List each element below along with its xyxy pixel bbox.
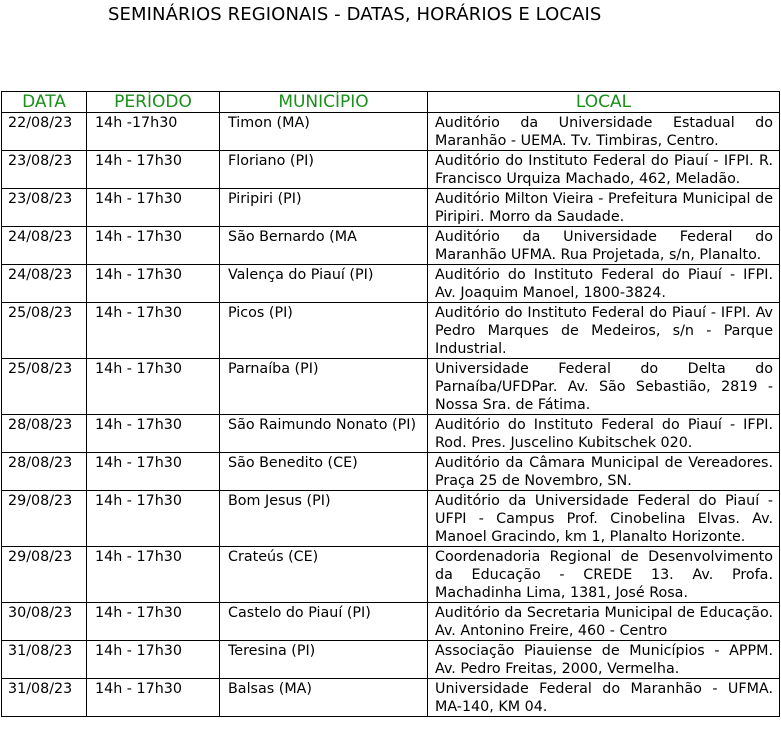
cell-date: 23/08/23 — [2, 151, 87, 189]
cell-municipality: São Raimundo Nonato (PI) — [220, 415, 428, 453]
table-header-row — [2, 92, 780, 113]
cell-municipality: Bom Jesus (PI) — [220, 491, 428, 547]
cell-local: Universidade Federal do Delta do Parnaíba/UFDPar. Av. São Sebastião, 2819 - Nossa Sra. de Fátima. — [428, 359, 780, 415]
table-row — [2, 151, 780, 189]
cell-date: 23/08/23 — [2, 189, 87, 227]
cell-local: Auditório da Universidade Estadual do Maranhão - UEMA. Tv. Timbiras, Centro. — [428, 113, 780, 151]
cell-period: 14h - 17h30 — [87, 189, 220, 227]
cell-date: 29/08/23 — [2, 491, 87, 547]
cell-municipality: Piripiri (PI) — [220, 189, 428, 227]
cell-municipality: Valença do Piauí (PI) — [220, 265, 428, 303]
cell-period: 14h - 17h30 — [87, 453, 220, 491]
cell-date: 31/08/23 — [2, 641, 87, 679]
header-period: PERÍODO — [87, 92, 220, 113]
cell-date: 29/08/23 — [2, 547, 87, 603]
cell-municipality: Crateús (CE) — [220, 547, 428, 603]
cell-period: 14h - 17h30 — [87, 415, 220, 453]
cell-period: 14h - 17h30 — [87, 679, 220, 717]
cell-municipality: São Benedito (CE) — [220, 453, 428, 491]
cell-date: 31/08/23 — [2, 679, 87, 717]
cell-period: 14h - 17h30 — [87, 265, 220, 303]
table-row — [2, 547, 780, 603]
table-row — [2, 603, 780, 641]
cell-municipality: Parnaíba (PI) — [220, 359, 428, 415]
cell-local: Auditório Milton Vieira - Prefeitura Municipal de Piripiri. Morro da Saudade. — [428, 189, 780, 227]
cell-municipality: São Bernardo (MA — [220, 227, 428, 265]
table-row — [2, 491, 780, 547]
table-row — [2, 113, 780, 151]
cell-period: 14h - 17h30 — [87, 547, 220, 603]
cell-local: Auditório da Câmara Municipal de Vereadores. Praça 25 de Novembro, SN. — [428, 453, 780, 491]
cell-municipality: Balsas (MA) — [220, 679, 428, 717]
cell-period: 14h - 17h30 — [87, 491, 220, 547]
table-row — [2, 265, 780, 303]
table-row — [2, 189, 780, 227]
cell-local: Auditório do Instituto Federal do Piauí - IFPI. Rod. Pres. Juscelino Kubitschek 020. — [428, 415, 780, 453]
table-row — [2, 227, 780, 265]
cell-period: 14h - 17h30 — [87, 641, 220, 679]
cell-date: 22/08/23 — [2, 113, 87, 151]
cell-local: Coordenadoria Regional de Desenvolvimento da Educação - CREDE 13. Av. Profa. Machadinha Lima, 1381, José Rosa. — [428, 547, 780, 603]
table-row — [2, 679, 780, 717]
cell-local: Auditório do Instituto Federal do Piauí - IFPI. Av Pedro Marques de Medeiros, s/n - Parque Industrial. — [428, 303, 780, 359]
cell-municipality: Picos (PI) — [220, 303, 428, 359]
cell-local: Universidade Federal do Maranhão - UFMA. MA-140, KM 04. — [428, 679, 780, 717]
cell-period: 14h - 17h30 — [87, 227, 220, 265]
cell-local: Associação Piauiense de Municípios - APPM. Av. Pedro Freitas, 2000, Vermelha. — [428, 641, 780, 679]
page-title: SEMINÁRIOS REGIONAIS - DATAS, HORÁRIOS E LOCAIS — [108, 4, 602, 25]
header-municipality: MUNICÍPIO — [220, 92, 428, 113]
cell-municipality: Timon (MA) — [220, 113, 428, 151]
cell-period: 14h -17h30 — [87, 113, 220, 151]
cell-date: 28/08/23 — [2, 453, 87, 491]
table-row — [2, 453, 780, 491]
cell-municipality: Floriano (PI) — [220, 151, 428, 189]
cell-period: 14h - 17h30 — [87, 151, 220, 189]
table-row — [2, 415, 780, 453]
cell-date: 28/08/23 — [2, 415, 87, 453]
cell-date: 24/08/23 — [2, 227, 87, 265]
cell-local: Auditório da Universidade Federal do Maranhão UFMA. Rua Projetada, s/n, Planalto. — [428, 227, 780, 265]
seminars-table — [1, 91, 780, 717]
cell-local: Auditório da Universidade Federal do Piauí - UFPI - Campus Prof. Cinobelina Elvas. Av. Manoel Gracindo, km 1, Planalto Horizonte. — [428, 491, 780, 547]
cell-period: 14h - 17h30 — [87, 303, 220, 359]
cell-date: 25/08/23 — [2, 303, 87, 359]
cell-date: 24/08/23 — [2, 265, 87, 303]
header-date: DATA — [2, 92, 87, 113]
cell-period: 14h - 17h30 — [87, 603, 220, 641]
table-row — [2, 303, 780, 359]
header-local: LOCAL — [428, 92, 780, 113]
cell-period: 14h - 17h30 — [87, 359, 220, 415]
cell-date: 30/08/23 — [2, 603, 87, 641]
cell-local: Auditório do Instituto Federal do Piauí - IFPI. R. Francisco Urquiza Machado, 462, Meladão. — [428, 151, 780, 189]
cell-local: Auditório da Secretaria Municipal de Educação. Av. Antonino Freire, 460 - Centro — [428, 603, 780, 641]
cell-municipality: Teresina (PI) — [220, 641, 428, 679]
cell-local: Auditório do Instituto Federal do Piauí - IFPI. Av. Joaquim Manoel, 1800-3824. — [428, 265, 780, 303]
table-row — [2, 359, 780, 415]
table-row — [2, 641, 780, 679]
cell-date: 25/08/23 — [2, 359, 87, 415]
cell-municipality: Castelo do Piauí (PI) — [220, 603, 428, 641]
